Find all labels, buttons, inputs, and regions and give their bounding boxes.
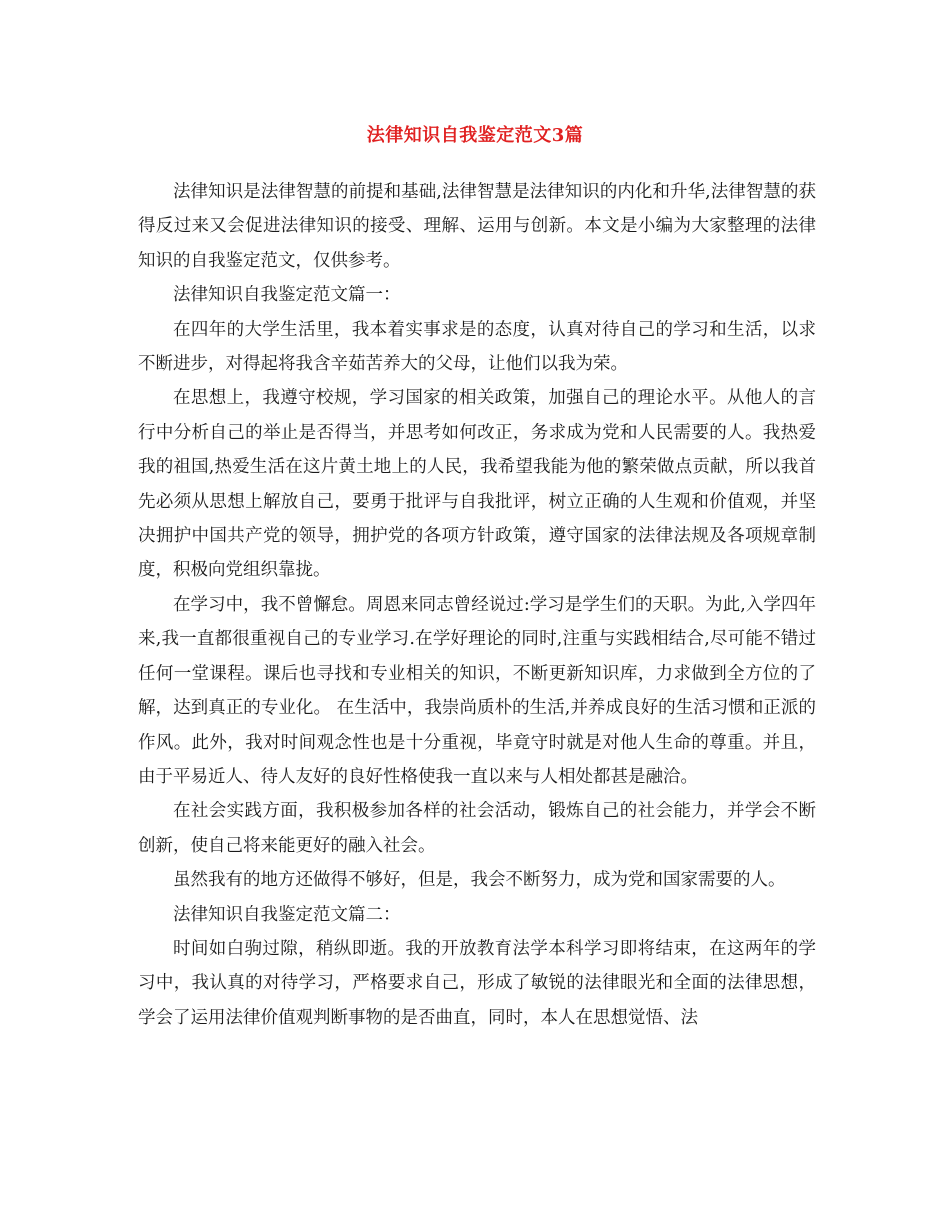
paragraph: 在四年的大学生活里，我本着实事求是的态度，认真对待自己的学习和生活，以求不断进步，对得起将我含辛茹苦养大的父母，让他们以我为荣。	[138, 319, 816, 375]
paragraph: 在思想上，我遵守校规，学习国家的相关政策，加强自己的理论水平。从他人的言行中分析自己的举止是否得当，并思考如何改正，务求成为党和人民需要的人。我热爱我的祖国,热爱生活在这片黄土地上的人民，我希望我能为他的繁荣做点贡献，所以我首先必须从思想上解放自己，要勇于批评与自我批评，树立正确的人生观和价值观，并坚决拥护中国共产党的领导，拥护党的各项方针政策，遵守国家的法律法规及各项规章制度，积极向党组织靠拢。	[138, 388, 816, 581]
document-title: 法律知识自我鉴定范文3篇	[366, 125, 584, 146]
section-heading-two: 法律知识自我鉴定范文篇二：	[173, 904, 401, 925]
paragraph: 虽然我有的地方还做得不够好，但是，我会不断努力，成为党和国家需要的人。	[173, 870, 786, 891]
paragraph-intro: 法律知识是法律智慧的前提和基础,法律智慧是法律知识的内化和升华,法律智慧的获得反过来又会促进法律知识的接受、理解、运用与创新。本文是小编为大家整理的法律知识的自我鉴定范文，仅供参考。	[138, 182, 816, 271]
paragraph: 时间如白驹过隙，稍纵即逝。我的开放教育法学本科学习即将结束，在这两年的学习中，我认真的对待学习，严格要求自己，形成了敏锐的法律眼光和全面的法律思想，学会了运用法律价值观判断事物的是否曲直，同时，本人在思想觉悟、法	[138, 938, 816, 1028]
document-body	[138, 175, 816, 1035]
paragraph: 在学习中，我不曾懈怠。周恩来同志曾经说过:学习是学生们的天职。为此,入学四年来,我一直都很重视自己的专业学习.在学好理论的同时,注重与实践相结合,尽可能不错过任何一堂课程。课后也寻找和专业相关的知识，不断更新知识库，力求做到全方位的了解，达到真正的专业化。 在生活中，我崇尚质朴的生活,并养成良好的生活习惯和正派的作风。此外，我对时间观念性也是十分重视，毕竟守时就是对他人生命的尊重。并且，由于平易近人、待人友好的良好性格使我一直以来与人相处都甚是融洽。	[138, 594, 816, 787]
paragraph: 在社会实践方面，我积极参加各样的社会活动，锻炼自己的社会能力，并学会不断创新，使自己将来能更好的融入社会。	[138, 801, 816, 856]
section-heading-one: 法律知识自我鉴定范文篇一：	[173, 285, 401, 306]
